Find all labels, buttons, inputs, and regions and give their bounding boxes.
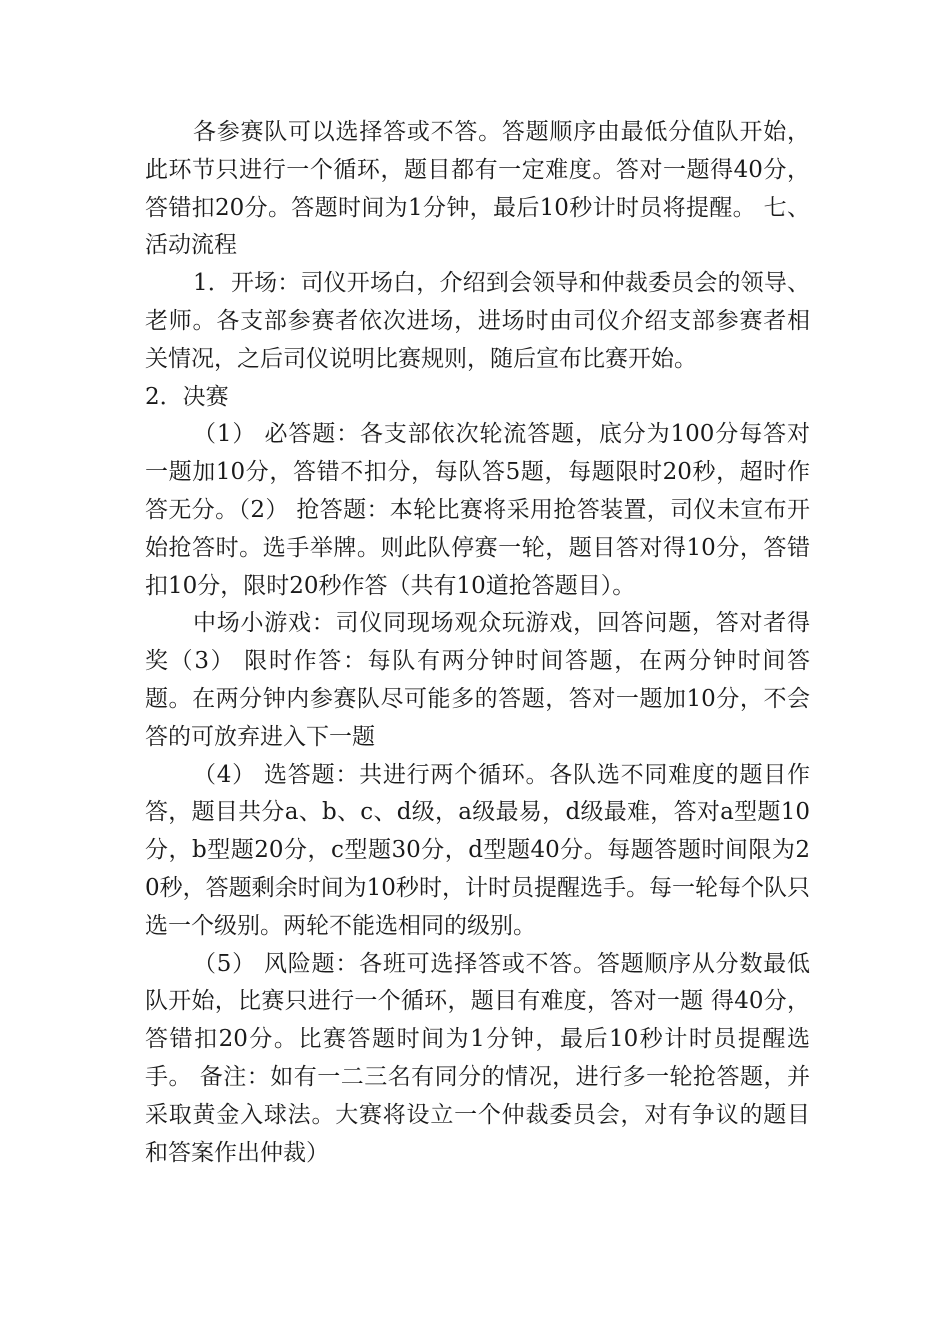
paragraph-answer-rules: 各参赛队可以选择答或不答。答题顺序由最低分值队开始，此环节只进行一个循环，题目都有一定难度。答对一题得40分，答错扣20分。答题时间为1分钟，最后10秒计时员将提醒。 七、活动流程: [145, 119, 810, 259]
document-body: [145, 114, 810, 1172]
paragraph-opening: 1．开场：司仪开场白，介绍到会领导和仲裁委员会的领导、老师。各支部参赛者依次进场，进场时由司仪介绍支部参赛者相关情况，之后司仪说明比赛规则，随后宣布比赛开始。: [145, 270, 810, 372]
paragraph-halftime-game-and-timed-answers: 中场小游戏：司仪同现场观众玩游戏，回答问题，答对者得奖（3） 限时作答：每队有两分钟时间答题，在两分钟时间答题。在两分钟内参赛队尽可能多的答题，答对一题加10分，不会答的可放弃进入下一题: [145, 610, 810, 750]
paragraph-elective-questions: （4） 选答题：共进行两个循环。各队选不同难度的题目作答，题目共分a、b、c、d级，a级最易，d级最难，答对a型题10分，b型题20分，c型题30分，d型题40分。每题答题时间限为20秒，答题剩余时间为10秒时，计时员提醒选手。每一轮每个队只选一个级别。两轮不能选相同的级别。: [145, 761, 810, 939]
paragraph-risk-questions: （5） 风险题：各班可选择答或不答。答题顺序从分数最低队开始，比赛只进行一个循环，题目有难度，答对一题 得40分，答错扣20分。比赛答题时间为1分钟，最后10秒计时员提醒选手。 备注：如有一二三名有同分的情况，进行多一轮抢答题，并采取黄金入球法。大赛将设立一个仲裁委员会，对有争议的题目和答案作出仲裁）: [145, 950, 810, 1166]
paragraph-finals-heading: 2．决赛: [145, 383, 229, 410]
paragraph-required-and-buzzer-questions: （1） 必答题：各支部依次轮流答题，底分为100分每答对一题加10分，答错不扣分，每队答5题，每题限时20秒，超时作答无分。（2） 抢答题：本轮比赛将采用抢答装置，司仪未宣布开始抢答时。选手举牌。则此队停赛一轮，题目答对得10分，答错扣10分，限时20秒作答（共有10道抢答题目）。: [145, 421, 810, 599]
